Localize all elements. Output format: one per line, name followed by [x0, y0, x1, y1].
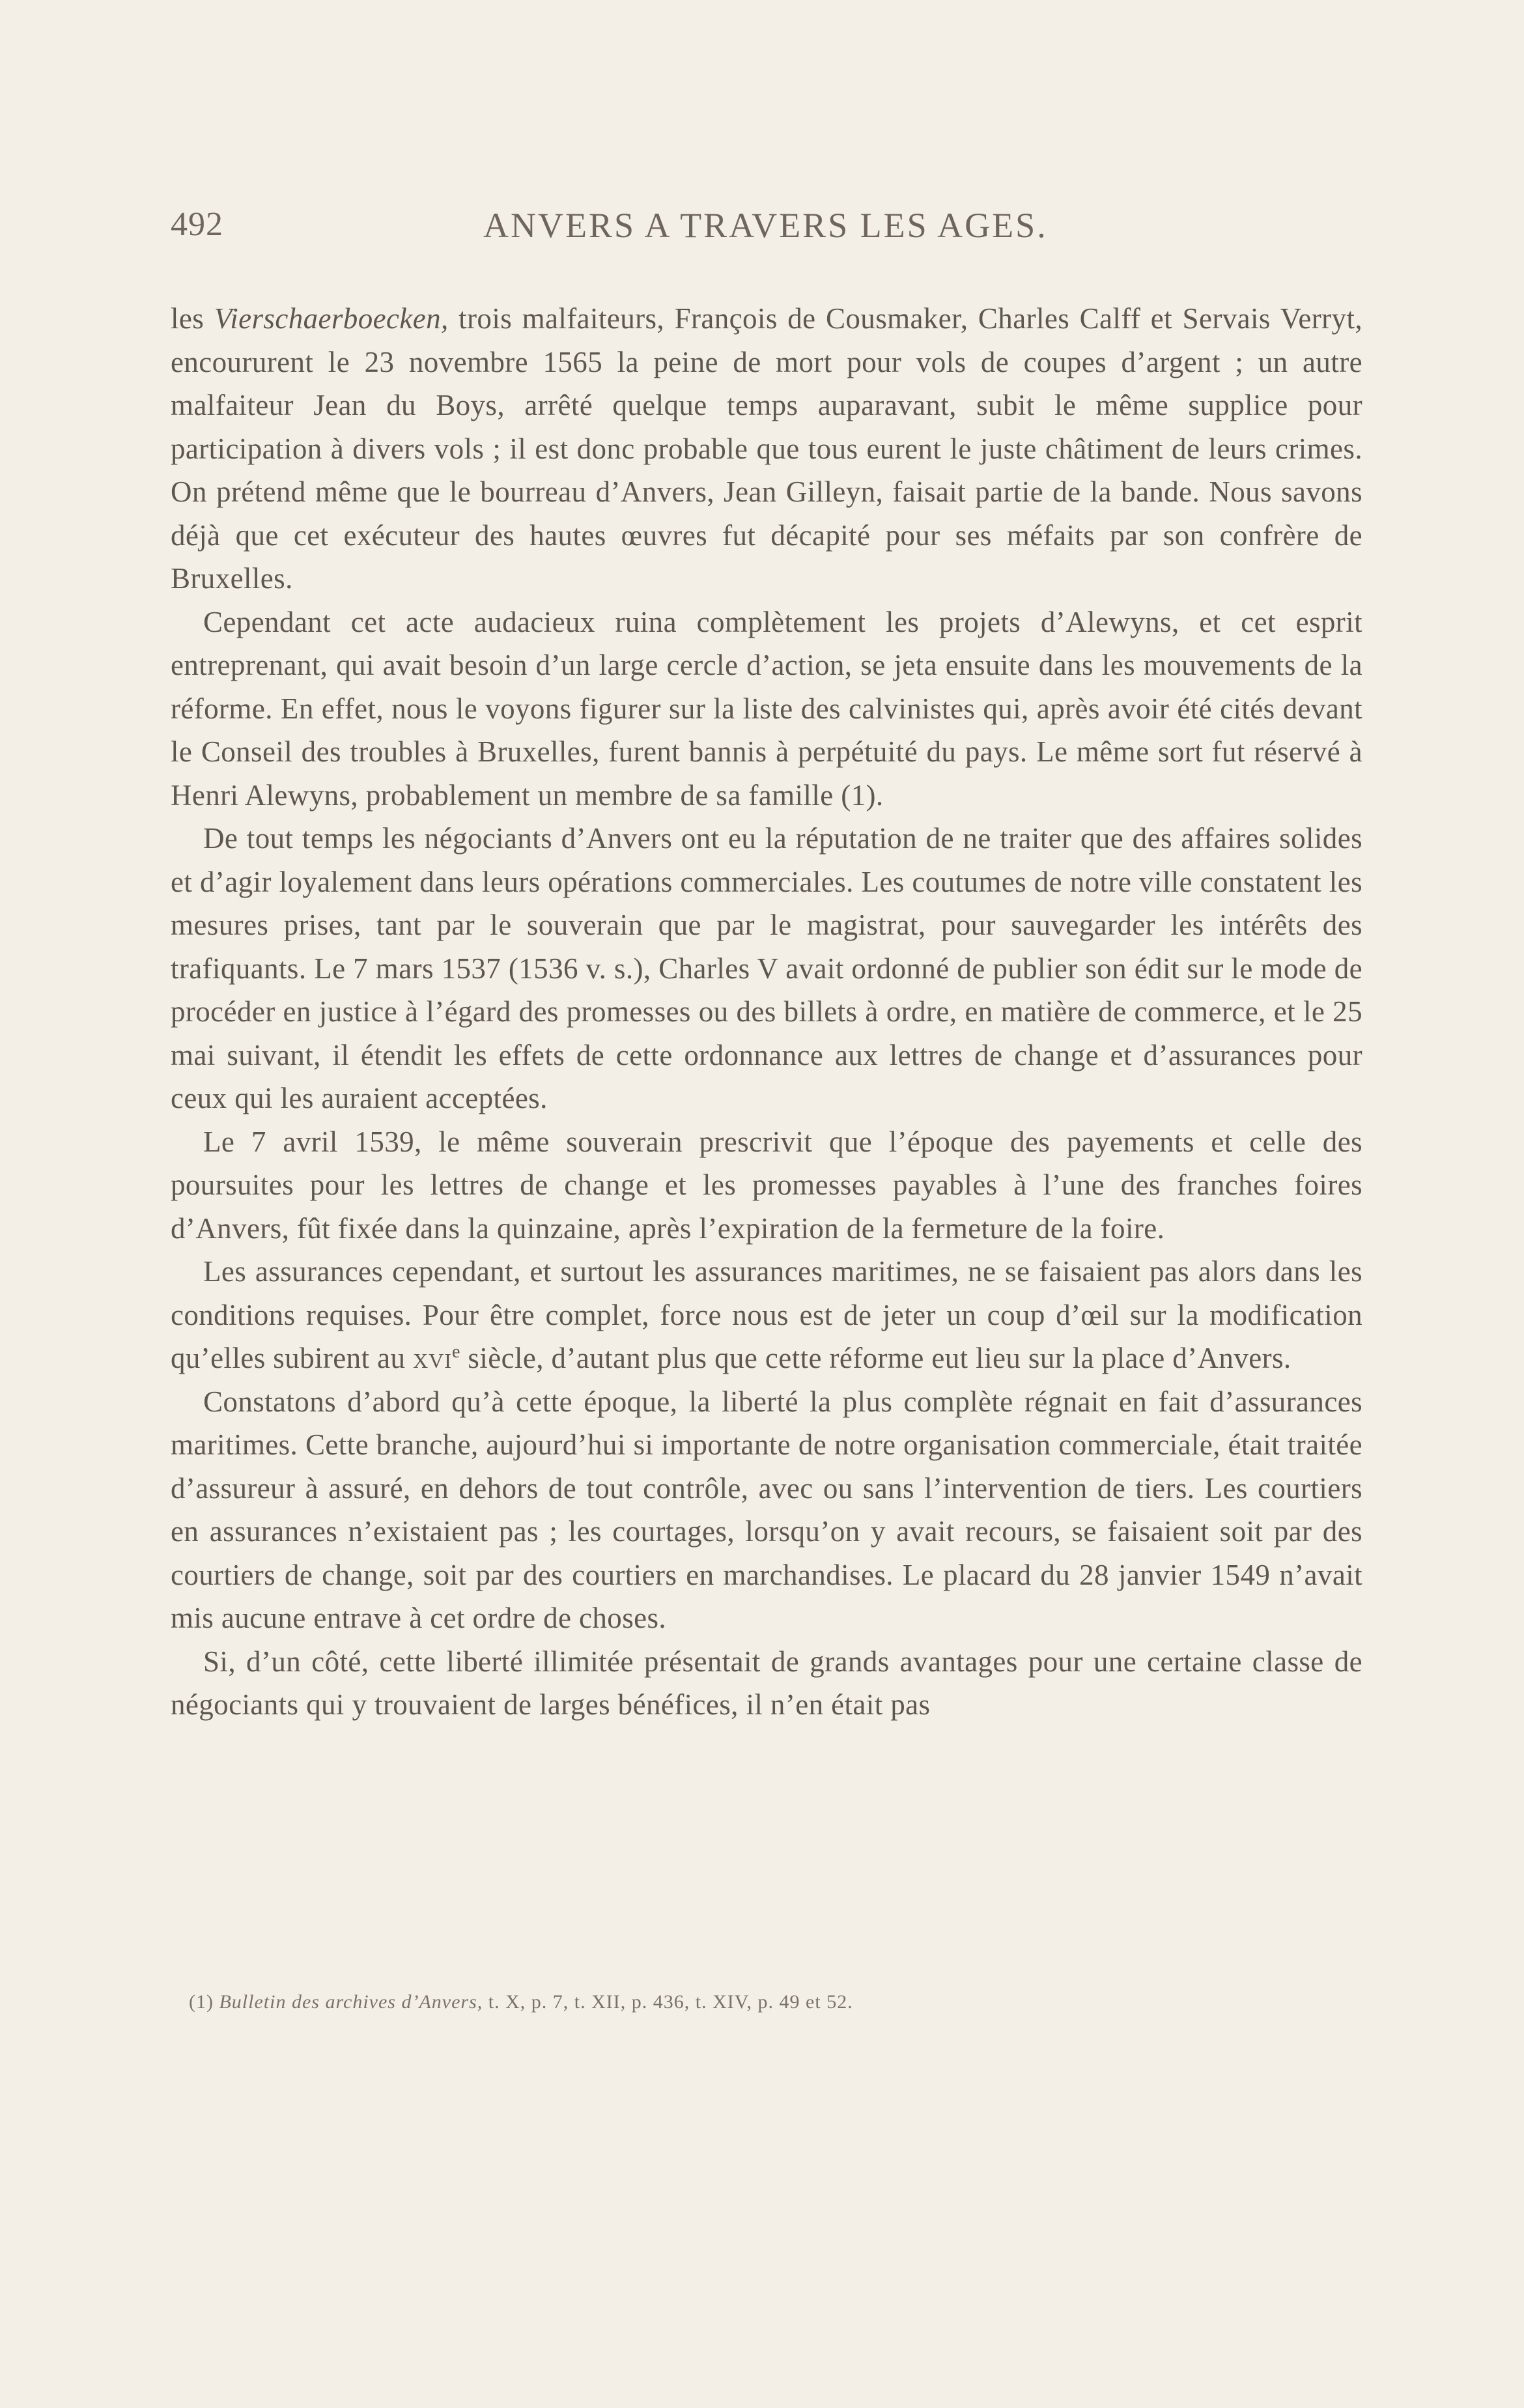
footnote — [189, 1989, 1361, 2015]
paragraph-5-century: xvi — [413, 1342, 452, 1374]
paragraph-2: Cependant cet acte audacieux ruina complètement les projets d’Alewyns, et cet esprit entreprenant, qui avait besoin d’un large cercle d’action, se jeta ensuite dans les mouvements de la réforme. En effet, nous le voyons figurer sur la liste des calvinistes qui, après avoir été cités devant le Conseil des troubles à Bruxelles, furent bannis à perpétuité du pays. Le même sort fut réservé à Henri Alewyns, probablement un membre de sa famille (1). — [171, 605, 1362, 812]
paragraph-1-italic-term: Vierschaerboecken, — [214, 302, 449, 335]
paragraph-1 — [171, 297, 1362, 601]
body-text — [171, 297, 1362, 1727]
paragraph-1-lead: les — [171, 302, 214, 335]
paragraph-5-century-sup: e — [451, 1342, 460, 1362]
paragraph-6: Constatons d’abord qu’à cette époque, la liberté la plus complète régnait en fait d’assurances maritimes. Cette branche, aujourd’hui si importante de notre organisation commerciale, était traitée d’assureur à assuré, en dehors de tout contrôle, avec ou sans l’intervention de tiers. Les courtiers en assurances n’existaient pas ; les courtages, lorsqu’on y avait recours, se faisaient soit par des courtiers de change, soit par des courtiers en marchandises. Le placard du 28 janvier 1549 n’avait mis aucune entrave à cet ordre de choses. — [171, 1385, 1362, 1634]
paragraph-5 — [171, 1250, 1362, 1380]
page-header — [171, 205, 1356, 251]
paragraph-1-text: trois malfaiteurs, François de Cousmaker, Charles Calff et Servais Verryt, encoururent le 23 novembre 1565 la peine de mort pour vols de coupes d’argent ; un autre malfaiteur Jean du Boys, arrêté quelque temps auparavant, subit le même supplice pour participation à divers vols ; il est donc probable que tous eurent le juste châtiment de leurs crimes. On prétend même que le bourreau d’Anvers, Jean Gilleyn, faisait partie de la bande. Nous savons déjà que cet exécuteur des hautes œuvres fut décapité pour ses méfaits par son confrère de Bruxelles. — [171, 302, 1362, 595]
footnote-marker: (1) — [189, 1991, 219, 2013]
footnote-text: t. X, p. 7, t. XII, p. 436, t. XIV, p. 49 et 52. — [483, 1991, 853, 2013]
running-title: ANVERS A TRAVERS LES AGES. — [483, 206, 1048, 245]
paragraph-7: Si, d’un côté, cette liberté illimitée présentait de grands avantages pour une certaine classe de négociants qui y trouvaient de larges bénéfices, il n’en était pas — [171, 1645, 1362, 1721]
footnote-source: Bulletin des archives d’Anvers, — [219, 1991, 483, 2013]
page-number: 492 — [171, 206, 223, 243]
paragraph-5-text-after: siècle, d’autant plus que cette réforme eut lieu sur la place d’Anvers. — [460, 1342, 1291, 1374]
paragraph-3: De tout temps les négociants d’Anvers ont eu la réputation de ne traiter que des affaires solides et d’agir loyalement dans leurs opérations commerciales. Les coutumes de notre ville constatent les mesures prises, tant par le souverain que par le magistrat, pour sauvegarder les intérêts des trafiquants. Le 7 mars 1537 (1536 v. s.), Charles V avait ordonné de publier son édit sur le mode de procéder en justice à l’égard des promesses ou des billets à ordre, en matière de commerce, et le 25 mai suivant, il étendit les effets de cette ordonnance aux lettres de change et d’assurances pour ceux qui les auraient acceptées. — [171, 822, 1362, 1114]
paragraph-4: Le 7 avril 1539, le même souverain prescrivit que l’époque des payements et celle des poursuites pour les lettres de change et les promesses payables à l’une des franches foires d’Anvers, fût fixée dans la quinzaine, après l’expiration de la fermeture de la foire. — [171, 1125, 1362, 1245]
paragraph-5-text-before: Les assurances cependant, et surtout les assurances maritimes, ne se faisaient pas alors dans les conditions requises. Pour être complet, force nous est de jeter un coup d’œil sur la modification qu’elles subirent au — [171, 1255, 1362, 1374]
